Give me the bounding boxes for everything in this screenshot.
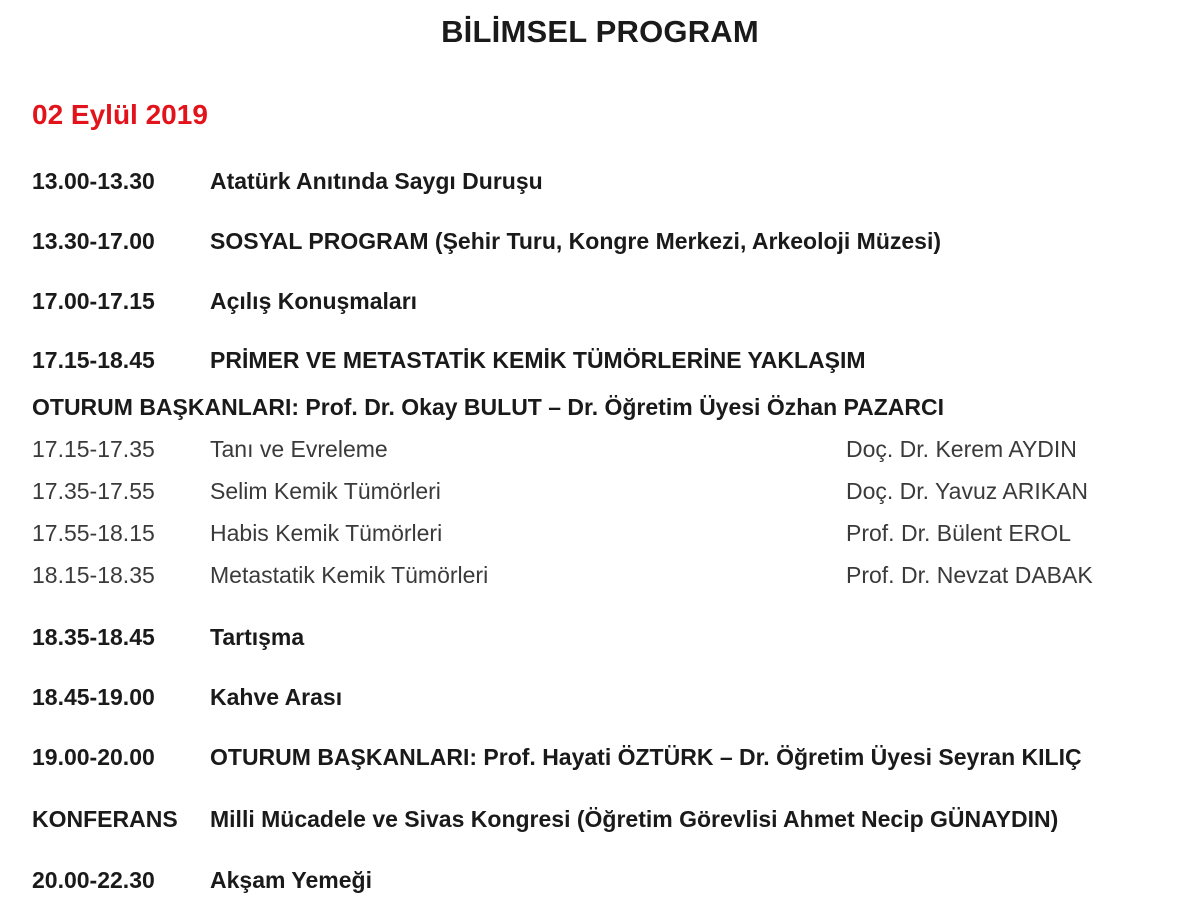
row-time: 17.00-17.15 [32,288,155,314]
row-text: Atatürk Anıtında Saygı Duruşu [210,168,543,194]
row-text: OTURUM BAŞKANLARI: Prof. Hayati ÖZTÜRK – Dr. Öğretim Üyesi Seyran KILIÇ [210,744,1082,770]
row-time: 13.00-13.30 [32,168,155,194]
row-text: Açılış Konuşmaları [210,288,418,314]
talk-title: Metastatik Kemik Tümörleri [210,562,489,588]
row-text: Kahve Arası [210,684,343,710]
row-text: Akşam Yemeği [210,867,372,893]
row-text: SOSYAL PROGRAM (Şehir Turu, Kongre Merkezi, Arkeoloji Müzesi) [210,228,942,254]
program-row [0,228,1200,264]
row-time: KONFERANS [32,806,178,832]
talk-speaker: Doç. Dr. Yavuz ARIKAN [846,478,1089,504]
program-row [0,806,1200,842]
row-time: 20.00-22.30 [32,867,155,893]
program-row [0,867,1200,903]
talk-time: 17.55-18.15 [32,520,155,546]
talk-speaker: Prof. Dr. Nevzat DABAK [846,562,1093,588]
date-heading: 02 Eylül 2019 [32,99,208,130]
row-text: Milli Mücadele ve Sivas Kongresi (Öğretim Görevlisi Ahmet Necip GÜNAYDIN) [210,806,1059,832]
row-text: Tartışma [210,624,305,650]
talk-speaker: Doç. Dr. Kerem AYDIN [846,436,1077,462]
page-title: BİLİMSEL PROGRAM [441,14,759,49]
row-time: 13.30-17.00 [32,228,155,254]
session-chairs: OTURUM BAŞKANLARI: Prof. Dr. Okay BULUT – Dr. Öğretim Üyesi Özhan PAZARCI [32,394,945,420]
talk-title: Selim Kemik Tümörleri [210,478,441,504]
program-row [0,744,1200,780]
talk-row [0,436,1200,472]
row-time: 18.45-19.00 [32,684,155,710]
talk-time: 17.15-17.35 [32,436,155,462]
talk-row [0,562,1200,598]
program-row [0,624,1200,660]
talk-row [0,520,1200,556]
row-time: 19.00-20.00 [32,744,155,770]
talk-row [0,478,1200,514]
talk-title: Tanı ve Evreleme [210,436,388,462]
row-time: 18.35-18.45 [32,624,155,650]
program-row [0,347,1200,383]
talk-time: 17.35-17.55 [32,478,155,504]
talk-title: Habis Kemik Tümörleri [210,520,443,546]
program-row [0,288,1200,324]
program-row [0,684,1200,720]
talk-speaker: Prof. Dr. Bülent EROL [846,520,1071,546]
talk-time: 18.15-18.35 [32,562,155,588]
row-time: 17.15-18.45 [32,347,155,373]
program-row [0,168,1200,204]
row-text: PRİMER VE METASTATİK KEMİK TÜMÖRLERİNE YAKLAŞIM [210,347,866,373]
